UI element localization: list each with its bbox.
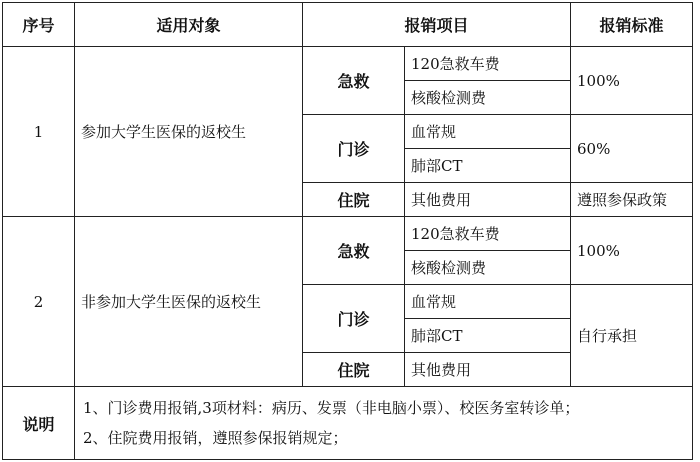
standard-cell: 100% [571, 217, 693, 285]
item-cell: 血常规 [405, 285, 571, 319]
header-target: 适用对象 [75, 3, 303, 47]
item-cell: 肺部CT [405, 319, 571, 353]
group-target: 非参加大学生医保的返校生 [75, 217, 303, 387]
item-cell: 血常规 [405, 115, 571, 149]
category-outpatient: 门诊 [303, 285, 405, 353]
item-cell: 120急救车费 [405, 47, 571, 81]
item-cell: 核酸检测费 [405, 81, 571, 115]
group-target: 参加大学生医保的返校生 [75, 47, 303, 217]
item-cell: 其他费用 [405, 183, 571, 217]
group-index: 1 [3, 47, 75, 217]
item-cell: 120急救车费 [405, 217, 571, 251]
notes-label: 说明 [3, 387, 75, 460]
table-row [3, 217, 693, 251]
reimbursement-table [2, 2, 693, 460]
standard-cell: 60% [571, 115, 693, 183]
notes-line: 2、住院费用报销，遵照参保报销规定； [83, 429, 348, 447]
standard-cell: 自行承担 [571, 285, 693, 387]
category-emergency: 急救 [303, 47, 405, 115]
table-row [3, 47, 693, 81]
header-row [3, 3, 693, 47]
category-inpatient: 住院 [303, 353, 405, 387]
header-index: 序号 [3, 3, 75, 47]
header-standard: 报销标准 [571, 3, 693, 47]
item-cell: 其他费用 [405, 353, 571, 387]
group-index: 2 [3, 217, 75, 387]
notes-line: 1、门诊费用报销,3项材料：病历、发票（非电脑小票）、校医务室转诊单； [83, 399, 580, 417]
item-cell: 肺部CT [405, 149, 571, 183]
item-cell: 核酸检测费 [405, 251, 571, 285]
category-emergency: 急救 [303, 217, 405, 285]
notes-content [75, 387, 693, 460]
standard-cell: 遵照参保政策 [571, 183, 693, 217]
standard-cell: 100% [571, 47, 693, 115]
category-outpatient: 门诊 [303, 115, 405, 183]
header-items: 报销项目 [303, 3, 571, 47]
notes-row [3, 387, 693, 460]
category-inpatient: 住院 [303, 183, 405, 217]
